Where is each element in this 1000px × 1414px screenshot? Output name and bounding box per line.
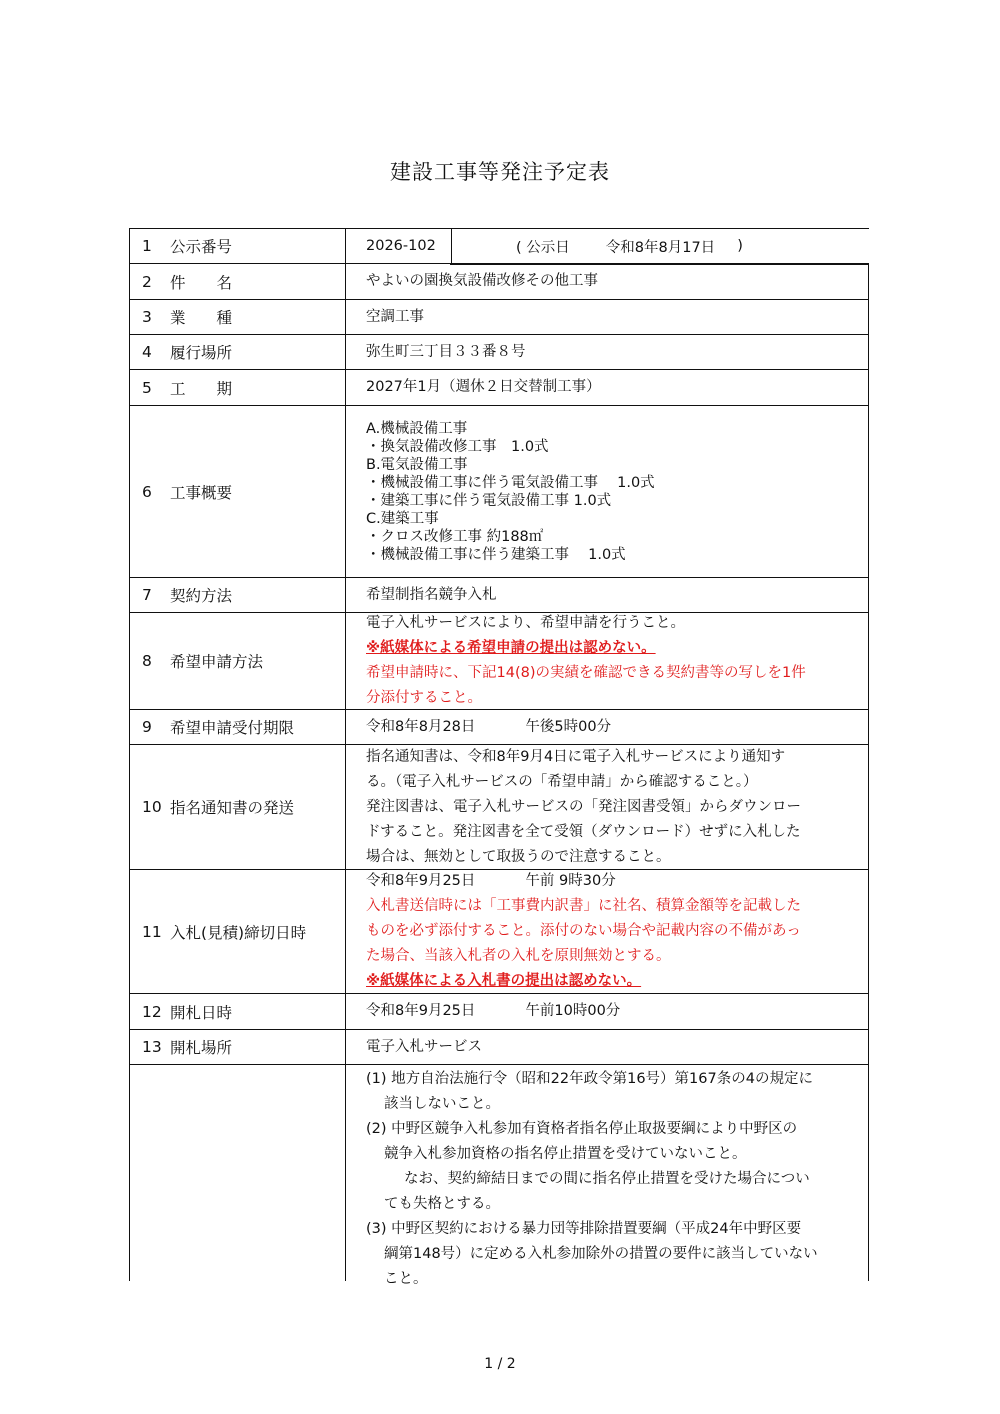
overview-line: ・建築工事に伴う電気設備工事 1.0式 [366,492,612,509]
row-opening-datetime [129,994,869,1030]
document-title: 建設工事等発注予定表 [390,160,610,184]
notice-line: 場合は、無効として取扱うので注意すること。 [366,848,671,865]
row-number: 6 [142,482,152,501]
row-application-deadline [129,710,869,745]
value-text: 電子入札サービス [366,1038,482,1055]
overview-line: A.機械設備工事 [366,420,468,437]
row-label: 契約方法 [170,587,233,605]
red-note: ものを必ず添付すること。添付のない場合や記載内容の不備があっ [366,923,801,939]
condition-line: こと。 [384,1271,428,1287]
project-name [346,264,868,299]
row-period [129,370,869,406]
row-label: 希望申請方法 [170,653,264,671]
label-cell-empty [130,1065,346,1281]
label-cell [130,613,346,709]
notice-line: 指名通知書は、令和8年9月4日に電子入札サービスにより通知す [366,748,786,765]
label-cell [130,229,346,263]
table-top-border-extension [450,264,869,265]
value-text: 電子入札サービスにより、希望申請を行うこと。 [366,615,685,631]
overview-line: ・機械設備工事に伴う建築工事 1.0式 [366,546,626,563]
row-contract-method [129,578,869,613]
deadline-time: 午後5時00分 [525,718,612,735]
row-number: 1 [142,237,152,255]
label-cell [130,264,346,299]
row-public-notice-number [129,228,869,264]
row-project-name [129,264,869,300]
opening-datetime [346,994,868,1029]
condition-line: ても失格とする。 [384,1196,500,1212]
row-number: 5 [142,378,152,397]
paper-not-accepted-notice: ※紙媒体による入札書の提出は認めない。 [366,973,642,989]
label-cell [130,370,346,405]
public-notice-number: 2026-102 [346,229,452,263]
row-number: 9 [142,718,152,736]
value-text: やよいの園換気設備改修その他工事 [366,273,598,289]
row-number: 12 [142,1002,162,1021]
row-opening-place [129,1030,869,1065]
contract-method [346,578,868,612]
pub-date: 令和8年8月17日 [605,239,716,256]
label-cell [130,335,346,369]
overview-line: ・クロス改修工事 約188㎡ [366,528,544,545]
label-cell [130,710,346,744]
notice-line: る。（電子入札サービスの「希望申請」から確認すること。） [366,773,758,790]
page-number: 1 / 2 [484,1356,516,1372]
overview-line: C.建築工事 [366,510,439,527]
row-application-method [129,613,869,710]
eligibility-conditions [346,1065,868,1287]
pub-open: ( 公示日 [516,239,570,256]
row-number: 11 [142,922,162,941]
row-label: 入札(見積)締切日時 [170,923,307,942]
row-label: 開札日時 [170,1003,233,1022]
row-label: 開札場所 [170,1039,233,1057]
overview-line: B.電気設備工事 [366,456,468,473]
opening-date: 令和8年9月25日 [366,1003,476,1019]
overview-line: ・換気設備改修工事 1.0式 [366,438,549,455]
row-eligibility [129,1065,869,1287]
row-number: 7 [142,586,152,604]
label-cell [130,300,346,334]
value-text: 弥生町三丁目３３番８号 [366,343,526,360]
notice-line: ドすること。発注図書を全て受領（ダウンロード）せずに入札した [366,823,801,840]
row-work-overview [129,406,869,578]
period [346,370,868,405]
row-number: 8 [142,652,152,670]
row-number: 3 [142,308,152,326]
nomination-notice [346,745,868,869]
row-label: 工事概要 [170,483,233,502]
row-number: 2 [142,272,152,291]
overview-line: ・機械設備工事に伴う電気設備工事 1.0式 [366,474,655,491]
business-type [346,300,868,334]
row-number: 10 [142,798,162,816]
location [346,335,868,369]
condition-line: なお、契約締結日までの間に指名停止措置を受けた場合につい [404,1171,810,1187]
label-cell [130,578,346,612]
value-text: 空調工事 [366,308,424,325]
application-method [346,613,868,709]
opening-place [346,1030,868,1064]
value-text: 2027年1月（週休２日交替制工事） [366,379,601,395]
bid-time: 午前 9時30分 [525,873,616,889]
condition-line: (2) 中野区競争入札参加有資格者指名停止取扱要綱により中野区の [366,1121,798,1137]
notice-line: 発注図書は、電子入札サービスの「発注図書受領」からダウンロー [366,798,801,815]
condition-line: (3) 中野区契約における暴力団等排除措置要綱（平成24年中野区要 [366,1221,802,1237]
red-note: 分添付すること。 [366,690,482,706]
row-number: 4 [142,343,152,361]
row-label: 業 種 [170,309,233,327]
value-text: 希望制指名競争入札 [366,586,497,603]
condition-line: 競争入札参加資格の指名停止措置を受けていないこと。 [384,1146,747,1162]
label-cell [130,870,346,993]
row-location [129,335,869,370]
label-cell [130,406,346,577]
public-notice-date [452,229,869,263]
schedule-table [129,228,869,1287]
row-label: 工 期 [170,379,233,398]
bid-date: 令和8年9月25日 [366,873,476,889]
label-cell [130,994,346,1029]
condition-line: (1) 地方自治法施行令（昭和22年政令第16号）第167条の4の規定に [366,1071,813,1087]
condition-line: 該当しないこと。 [384,1096,500,1112]
opening-time: 午前10時00分 [525,1003,621,1019]
application-deadline [346,710,868,744]
row-bid-deadline [129,870,869,994]
red-note: た場合、当該入札者の入札を原則無効とする。 [366,948,671,964]
row-business-type [129,300,869,335]
row-label: 指名通知書の発送 [170,799,295,817]
work-overview [346,406,868,577]
label-cell [130,745,346,869]
row-label: 公示番号 [170,238,233,256]
paper-not-accepted-notice: ※紙媒体による希望申請の提出は認めない。 [366,640,656,656]
pub-close: ) [737,238,743,254]
label-cell [130,1030,346,1064]
bid-deadline [346,870,868,993]
row-label: 件 名 [170,273,233,292]
row-number: 13 [142,1038,162,1056]
row-label: 希望申請受付期限 [170,719,295,737]
condition-line: 綱第148号）に定める入札参加除外の措置の要件に該当していない [384,1246,818,1262]
deadline-date: 令和8年8月28日 [366,718,476,735]
row-nomination-notice [129,745,869,870]
row-label: 履行場所 [170,344,233,362]
red-note: 希望申請時に、下記14(8)の実績を確認できる契約書等の写しを1件 [366,665,806,681]
red-note: 入札書送信時には「工事費内訳書」に社名、積算金額等を記載した [366,898,801,914]
